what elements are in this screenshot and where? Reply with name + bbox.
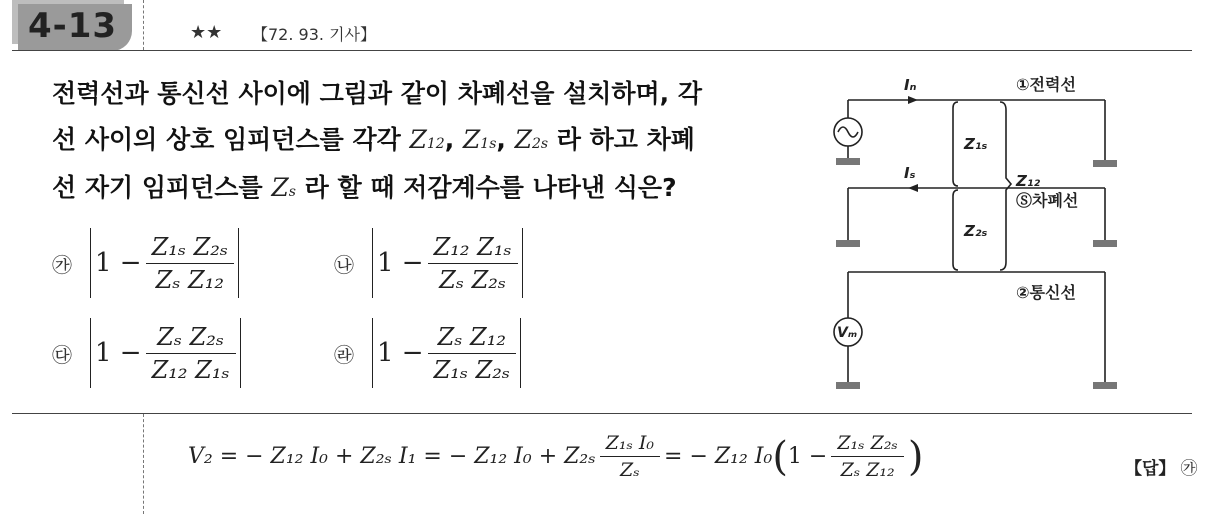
zs-symbol: Zs [271,173,296,202]
question-line-2-tail: 라 하고 차폐 [556,125,695,154]
solution-equation [188,432,923,481]
current-arrow-icon [908,96,918,104]
fraction [146,233,234,294]
ground-icon [1093,382,1117,389]
numerator: Z₁ₛ Z₂ₛ [837,432,898,454]
section-rule [12,413,1192,414]
ground-icon [1093,240,1117,247]
question-line-1: 전력선과 통신선 사이에 그림과 같이 차폐선을 설치하며, 각 [52,79,703,108]
z12-symbol: Z12 [409,125,445,154]
solution-fraction-1 [600,432,660,481]
question-line-2 [52,120,695,156]
ground-icon [836,240,860,247]
denominator: Zₛ Z₂ₛ [439,265,506,294]
question-line-3-tail: 라 할 때 저감계수를 나타낸 식은? [304,173,677,202]
comma: , [444,125,455,154]
denominator: Zₛ Z₁₂ [840,459,895,481]
difficulty-stars: ★★ [190,22,223,43]
abs-expression [372,228,523,298]
fraction [428,323,516,384]
question-line-3-text: 선 자기 임피던스를 [52,173,263,202]
answer-label: 【답】 [1125,459,1176,479]
choice-d[interactable] [334,318,521,388]
solution-divider [143,414,144,514]
numerator: Zₛ Z₂ₛ [157,322,224,351]
exam-source: 【72. 93. 기사】 [252,25,376,44]
numerator: Zₛ Z₁₂ [437,322,506,351]
ground-icon [1093,160,1117,167]
shielding-circuit-diagram [820,60,1130,405]
choice-mark: ㉮ [52,252,72,277]
current-n-label: Iₙ [904,76,917,94]
current-arrow-icon [908,184,918,192]
question-line-2-text: 선 사이의 상호 임피던스를 각각 [52,125,401,154]
fraction [428,233,518,294]
z1s-bracket [953,102,958,186]
z2s-label: Z₂ₛ [964,222,988,240]
solution-fraction-2 [831,432,903,481]
solution-lhs: V₂ = − Z₁₂ I₀ + Z₂ₛ I₁ = − Z₁₂ I₀ + Z₂ₛ [188,444,596,469]
denominator: Z₁ₛ Z₂ₛ [433,355,510,384]
numerator: Z₁₂ Z₁ₛ [433,232,512,261]
choice-mark: ㉯ [334,252,354,277]
header-divider [143,0,144,50]
right-paren: ) [907,433,924,480]
choice-a[interactable] [52,228,239,298]
choice-mark: ㉰ [52,342,72,367]
fraction [146,323,236,384]
z2s-symbol: Z2s [514,125,549,154]
comm-line-label: ②통신선 [1016,283,1076,302]
current-s-label: Iₛ [904,164,916,182]
solution-one-minus: 1 − [787,444,828,469]
power-line-label: ①전력선 [1016,75,1076,94]
z2s-bracket [953,190,958,270]
numerator: Z₁ₛ Z₂ₛ [151,232,228,261]
abs-expression [372,318,521,388]
one-minus: 1 − [95,248,142,278]
z12-bracket [1000,102,1011,270]
denominator: Z₁₂ Z₁ₛ [151,355,230,384]
denominator: Zₛ Z₁₂ [155,265,224,294]
question-line-3 [52,168,677,204]
ground-icon [836,158,860,165]
answer-value: ㉮ [1180,459,1198,479]
z1s-symbol: Z1s [462,125,497,154]
one-minus: 1 − [95,338,142,368]
choice-c[interactable] [52,318,241,388]
comma: , [496,125,506,154]
abs-expression [90,318,241,388]
z1s-label: Z₁ₛ [964,135,988,153]
answer-box [1125,454,1198,479]
solution-mid: = − Z₁₂ I₀ [664,444,773,469]
header-rule [12,50,1192,51]
left-paren: ( [772,433,788,480]
denominator: Zₛ [620,459,640,481]
abs-expression [90,228,239,298]
ground-icon [836,382,860,389]
problem-number: 4-13 [28,6,118,46]
choice-mark: ㉱ [334,342,354,367]
shield-line-label: Ⓢ차폐선 [1016,191,1079,210]
z12-label: Z₁₂ [1016,172,1041,190]
one-minus: 1 − [377,248,424,278]
voltmeter-label: Vₘ [837,325,858,341]
choice-b[interactable] [334,228,523,298]
numerator: Z₁ₛ I₀ [605,432,655,454]
one-minus: 1 − [377,338,424,368]
